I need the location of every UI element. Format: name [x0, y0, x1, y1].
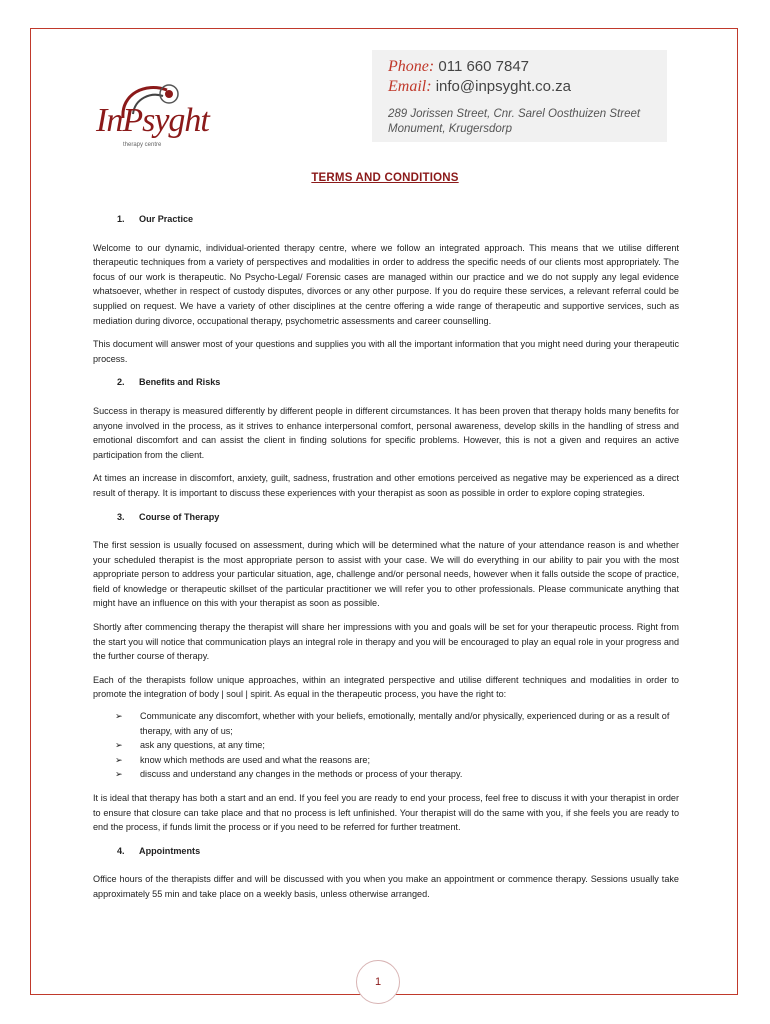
- logo-text: InPsyght: [96, 102, 209, 139]
- section-title: Benefits and Risks: [139, 377, 221, 388]
- paragraph: Office hours of the therapists differ and will be discussed with you when you make an appointment or commence therapy. Sessions usually take approximately 55 min and take place on a weekly basis, unless otherwise arranged.: [93, 874, 679, 899]
- section-heading: [93, 844, 679, 859]
- paragraph: Success in therapy is measured differently by different people in different circumstances. It has been proven that therapy holds many benefits for anyone involved in the process, as it strives to enhance interpersonal comfort, personal awareness, develop skills in the handling of stress and emotional discomfort and can assist the client in finding solutions for specific problems. However, this is not a given and requires an active participation from the client.: [93, 405, 679, 460]
- section-heading: [93, 510, 679, 525]
- section-heading: [93, 212, 679, 227]
- arrow-bullet-icon: ➢: [115, 754, 123, 765]
- phone-line: [388, 59, 529, 75]
- email-line: [388, 79, 571, 95]
- arrow-bullet-icon: ➢: [115, 711, 123, 722]
- page-number: 1: [356, 960, 400, 1004]
- paragraph: Each of the therapists follow unique approaches, within an integrated perspective and utilise different techniques and modalities in order to promote the integration of body | soul | spirit. As equal in the therapeutic process, you have the right to:: [93, 674, 679, 700]
- section-title: Our Practice: [139, 214, 194, 224]
- section-heading: [93, 375, 679, 390]
- list-item: [115, 709, 679, 738]
- arrow-bullet-icon: ➢: [115, 769, 123, 780]
- paragraph: At times an increase in discomfort, anxiety, guilt, sadness, frustration and other emotions perceived as negative may be experienced as a direct result of therapy. It is important to discuss these experiences with your therapist as soon as possible in order to explore coping strategies.: [93, 473, 679, 498]
- document-body: [93, 212, 679, 911]
- address-line-2: Monument, Krugersdorp: [388, 123, 513, 135]
- section-number: 1.: [117, 214, 125, 224]
- section-number: 3.: [117, 511, 125, 522]
- paragraph: It is ideal that therapy has both a start and an end. If you feel you are ready to end your process, feel free to discuss it with your therapist in order to ensure that closure can take place and that no process is left unfinished. Your therapist will do the same with you, if she feels you are ready to end the process, if funds limit the process or if you need to be referred for further treatment.: [93, 793, 679, 833]
- phone-label: Phone:: [388, 58, 435, 75]
- paragraph: Welcome to our dynamic, individual-oriented therapy centre, where we follow an integrated approach. This means that we utilise different therapeutic techniques from a variety of perspectives and modalities in order to address the specific needs of our clients most appropriately. The focus of our work is therapeutic. No Psycho-Legal/ Forensic cases are managed within our practice and we do not supply any legal evidence whatsoever, whether in respect of custody disputes, divorces or any other purpose. If you do require these services, a relevant referral could be supplied on request. We have a variety of other disciplines at the centre offering a wide range of therapeutic and supportive services, such as mediation during divorce, occupational therapy, psychometric assessments and career counselling.: [93, 242, 679, 326]
- logo-subtitle: therapy centre: [123, 142, 162, 148]
- section-title: Appointments: [139, 845, 201, 856]
- section-title: Course of Therapy: [139, 511, 220, 522]
- contact-box: [372, 50, 667, 142]
- paragraph: This document will answer most of your questions and supplies you with all the important information that you might need during your therapeutic process.: [93, 339, 679, 364]
- list-item-text: discuss and understand any changes in the methods or process of your therapy.: [140, 769, 463, 780]
- list-item-text: Communicate any discomfort, whether with your beliefs, emotionally, mentally and/or physically, experienced during or as a result of therapy, with any of us;: [140, 711, 670, 736]
- list-item: [115, 753, 679, 768]
- document-title: TERMS AND CONDITIONS: [311, 172, 459, 184]
- list-item-text: know which methods are used and what the reasons are;: [140, 754, 371, 765]
- email-label: Email:: [388, 78, 432, 95]
- phone-number: 011 660 7847: [438, 58, 530, 75]
- paragraph: The first session is usually focused on assessment, during which will be determined what the nature of your attendance reason is and whether your scheduled therapist is the most appropriate person to assist with your case. We will do everything in our ability to pair you with the most appropriate person to address your particular situation, age, challenge and/or personal needs, however when it falls outside the scope of practice, field of knowledge or therapeutic skillset of the particular practitioner we will refer you to other professionals. Please communicate anything that might have an influence on this with your therapist as soon as possible.: [93, 540, 679, 609]
- list-item: [115, 738, 679, 753]
- address-line-1: 289 Jorissen Street, Cnr. Sarel Oosthuizen Street: [388, 108, 641, 120]
- rights-list: [93, 709, 679, 782]
- section-number: 4.: [117, 845, 125, 856]
- section-number: 2.: [117, 377, 125, 388]
- email-address[interactable]: info@inpsyght.co.za: [435, 78, 572, 95]
- arrow-bullet-icon: ➢: [115, 740, 123, 751]
- paragraph: Shortly after commencing therapy the therapist will share her impressions with you and goals will be set for your therapeutic process. Right from the start you will notice that communication plays an integral role in therapy and you will be encouraged to play an equal role in your progress and the further course of therapy.: [93, 622, 679, 662]
- list-item: [115, 767, 679, 782]
- list-item-text: ask any questions, at any time;: [140, 740, 265, 751]
